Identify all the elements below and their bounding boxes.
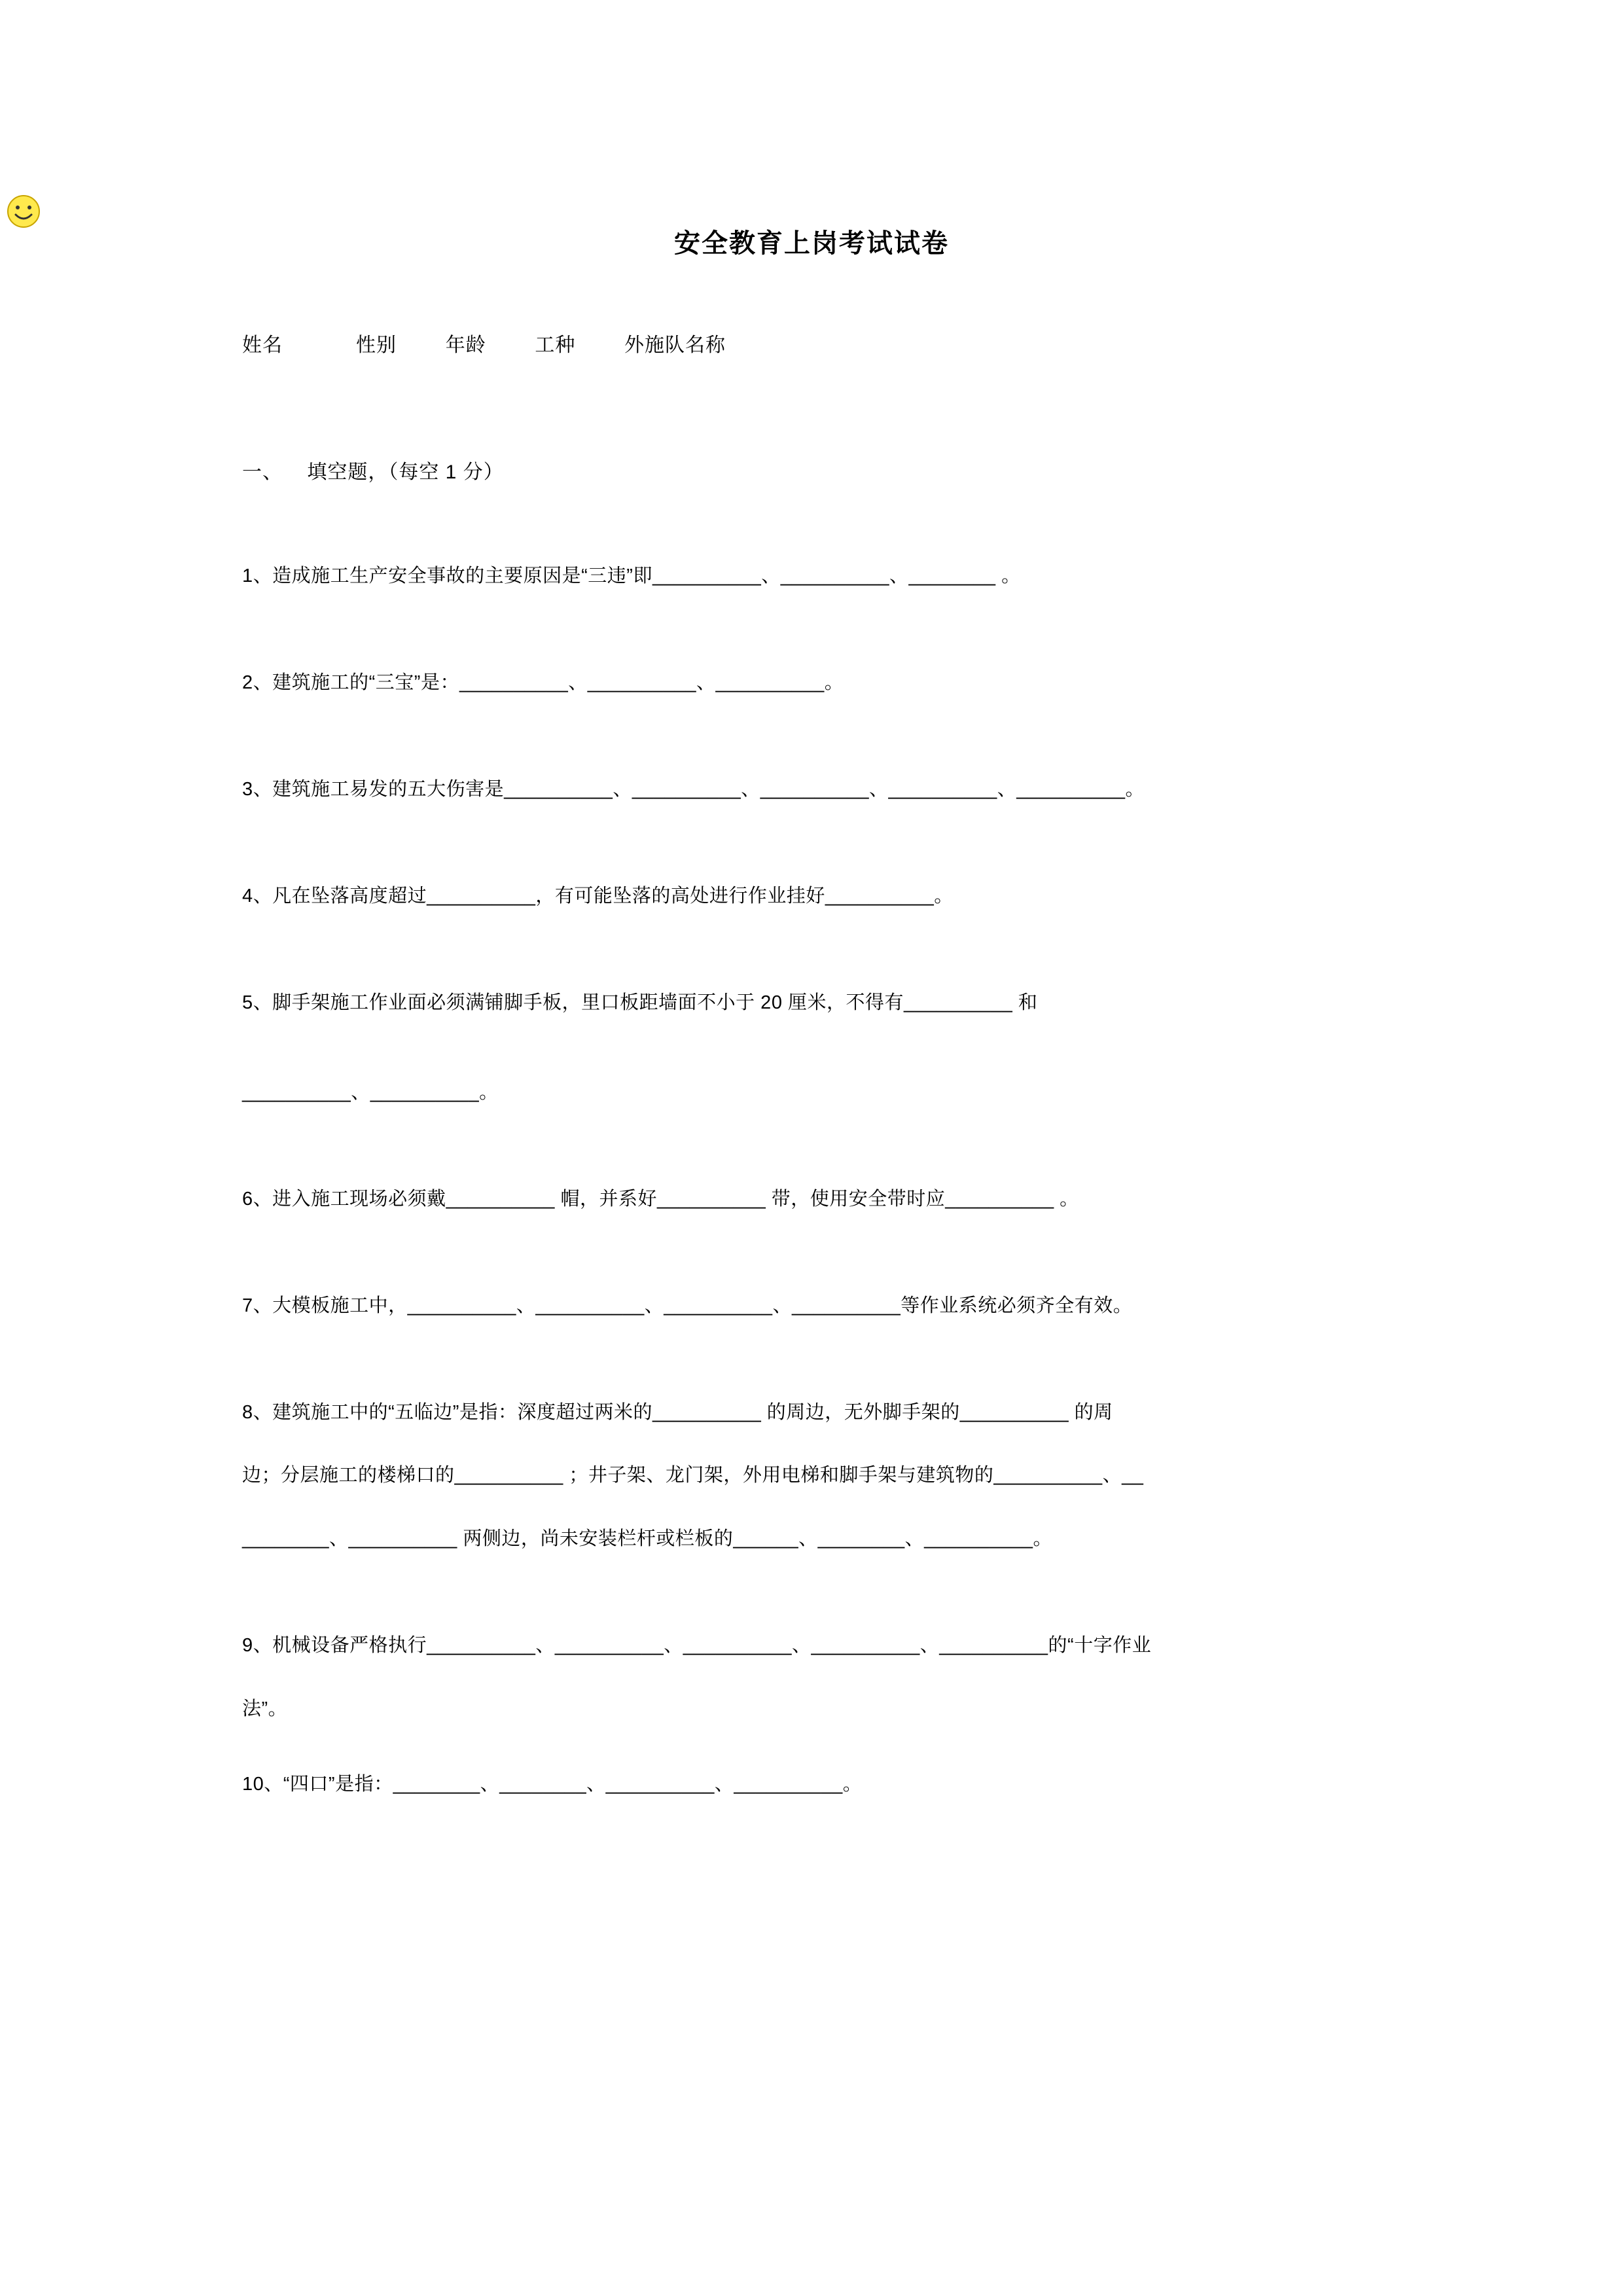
question-2-text: 2、建筑施工的“三宝”是：__________、__________、__________。 [242,672,844,693]
question-4 [242,882,1381,911]
page-title: 安全教育上岗考试试卷 [674,229,949,258]
smiley-face-icon [5,193,42,230]
question-8-line-2: 边；分层施工的楼梯口的__________ ；井子架、龙门架，外用电梯和脚手架与建筑物的__________、__ [242,1465,1144,1486]
question-2 [242,668,1381,698]
question-8-line-1: 8、建筑施工中的“五临边”是指：深度超过两米的__________ 的周边，无外脚手架的__________ 的周 [242,1401,1113,1423]
question-10-text: 10、“四口”是指：________、________、__________、__________。 [242,1774,863,1795]
question-9-line-1: 9、机械设备严格执行__________、__________、__________、__________、__________的“十字作业 [242,1635,1152,1657]
question-7-text: 7、大模板施工中，__________、__________、__________、__________等作业系统必须齐全有效。 [242,1295,1133,1316]
document-body [242,0,1381,1799]
question-8-line-3: ________、__________ 两侧边，尚未安装栏杆或栏板的______、________、__________。 [242,1528,1052,1550]
question-9 [242,1631,1381,1724]
question-6 [242,1185,1381,1214]
question-1-text: 1、造成施工生产安全事故的主要原因是“三违”即__________、__________、________ 。 [242,565,1021,586]
question-5-line-2: __________、__________。 [242,1081,499,1103]
identity-fields-row: 姓名 性别 年龄 工种 外施队名称 [242,334,726,356]
question-5-line-1: 5、脚手架施工作业面必须满铺脚手板，里口板距墙面不小于 20 厘米，不得有__________ 和 [242,992,1038,1013]
question-3-text: 3、建筑施工易发的五大伤害是__________、__________、__________、__________、__________。 [242,778,1145,800]
question-1 [242,562,1381,591]
question-10 [242,1770,1381,1799]
question-7 [242,1291,1381,1321]
question-4-text: 4、凡在坠落高度超过__________，有可能坠落的高处进行作业挂好__________。 [242,885,954,906]
question-9-line-2: 法”。 [242,1698,288,1720]
section-heading-fill-in-blanks: 一、 填空题，（每空 1 分） [242,461,504,483]
question-5 [242,988,1381,1107]
question-6-text: 6、进入施工现场必须戴__________ 帽，并系好__________ 带，使用安全带时应__________ 。 [242,1188,1079,1210]
question-3 [242,775,1381,804]
question-8 [242,1398,1381,1554]
